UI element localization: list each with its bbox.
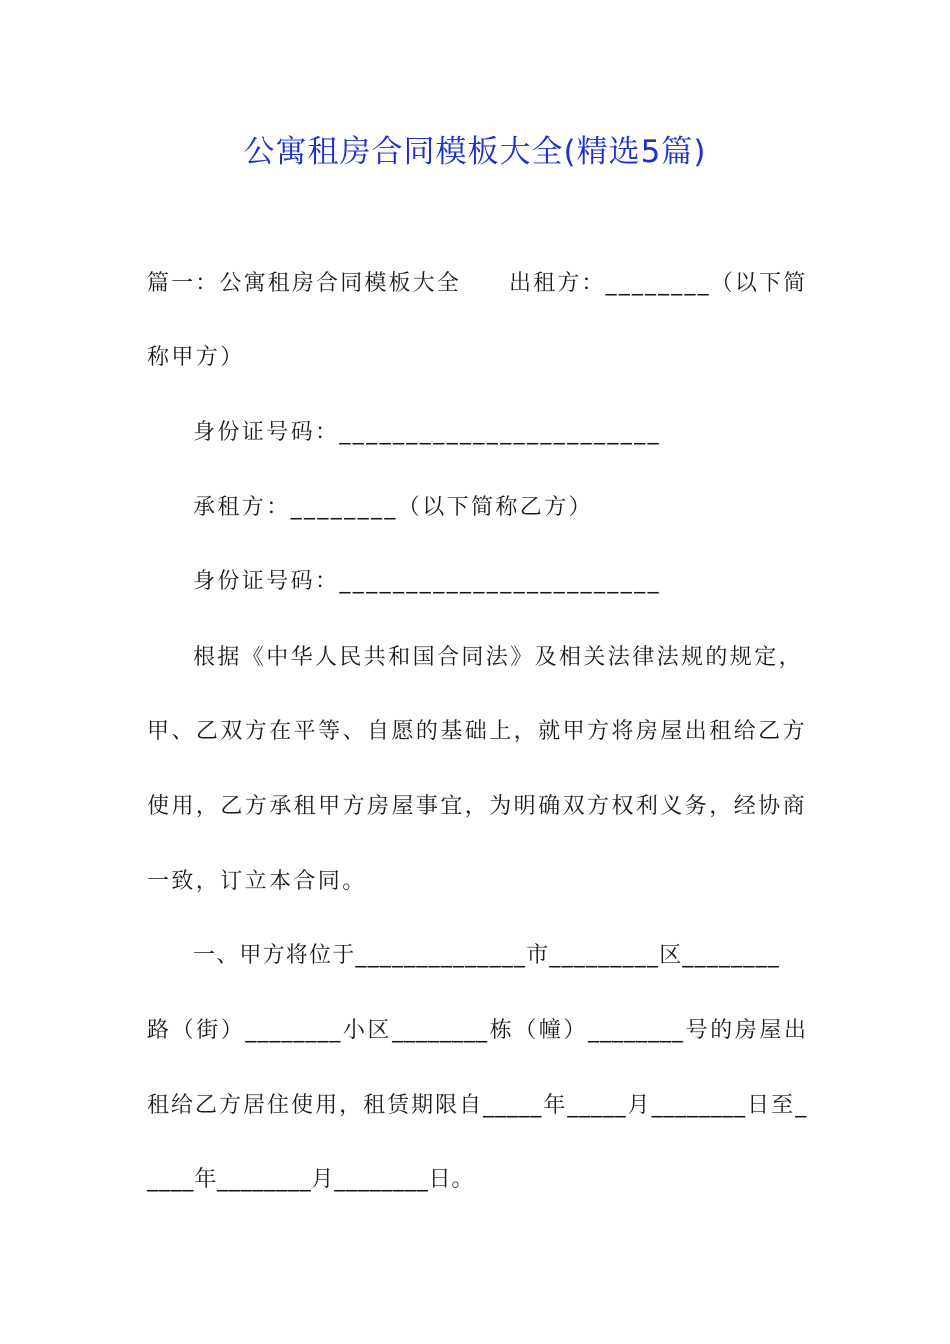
paragraph-line: 称甲方） (147, 345, 245, 370)
lessor-field: 出租方：________（以下简 (508, 271, 808, 296)
clause-line: 一、甲方将位于______________市_________区________ (193, 943, 781, 968)
paragraph-line (147, 267, 807, 301)
lessor-id-field: 身份证号码：________________________ (193, 420, 662, 445)
paragraph-line: 根据《中华人民共和国合同法》及相关法律法规的规定， (193, 645, 804, 670)
clause-line: 租给乙方居住使用，租赁期限自_____年_____月________日至_ (147, 1093, 807, 1118)
paragraph-line: 甲、乙双方在平等、自愿的基础上，就甲方将房屋出租给乙方 (147, 719, 807, 744)
clause-line: ____年________月________日。 (147, 1167, 475, 1192)
paragraph-line: 使用，乙方承租甲方房屋事宜，为明确双方权利义务，经协商 (147, 794, 807, 819)
lessee-id-field: 身份证号码：________________________ (193, 569, 662, 594)
clause-line: 路（街）________小区________栋（幢）________号的房屋出 (147, 1018, 807, 1043)
section-heading: 篇一：公寓租房合同模板大全 (147, 271, 461, 296)
paragraph-line: 一致，订立本合同。 (147, 869, 367, 894)
lessee-field: 承租方：________（以下简称乙方） (193, 495, 594, 520)
document-title: 公寓租房合同模板大全(精选5篇) (243, 134, 707, 170)
